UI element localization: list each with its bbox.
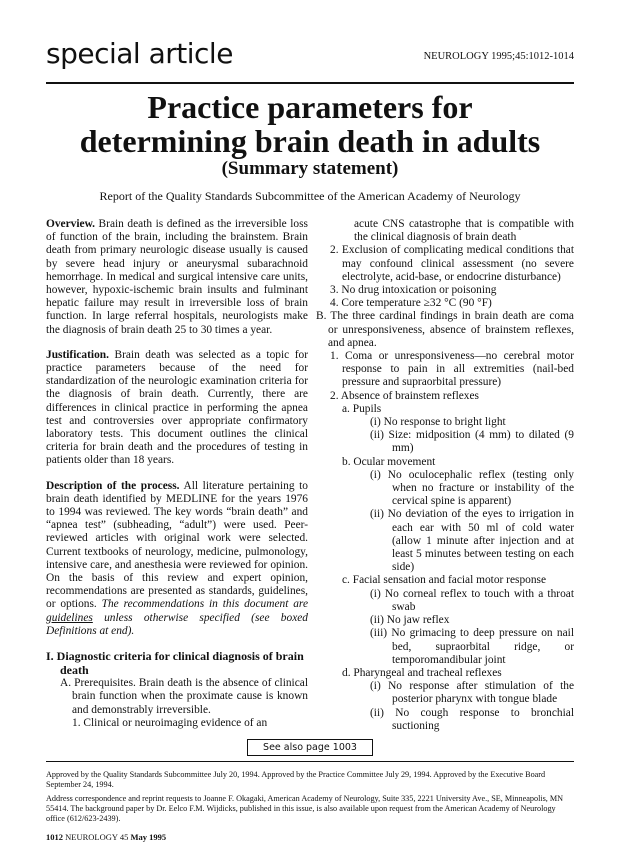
section-1-heading: I. Diagnostic criteria for clinical diagnosis of brain death <box>46 649 304 677</box>
footnote-divider <box>46 761 574 762</box>
page-footer <box>46 832 574 843</box>
justification-text: Brain death was selected as a topic for practice parameters because of the need for standardization of the neurologic examination criteria for the diagnosis of brain death. Currently, there are differences in clinical practice in performing the apnea test and controversies over appropriate confirmatory laboratory tests. This document outlines the clinical criteria for brain death and the procedures of testing in patients older than 18 years. <box>46 348 308 467</box>
page-number: 1012 <box>46 831 63 842</box>
item-b2b: b. Ocular movement <box>342 455 436 468</box>
item-b2d-ii: (ii) No cough response to bronchial suctioning <box>370 706 574 732</box>
item-a3: 3. No drug intoxication or poisoning <box>330 284 497 297</box>
see-also-box[interactable]: See also page 1003 <box>247 739 373 756</box>
section-label: special article <box>46 37 233 70</box>
item-a-prerequisites: A. Prerequisites. Brain death is the absence of clinical brain function when the proximate cause is known and demonstrably irreversible. <box>60 677 308 716</box>
left-column <box>46 218 308 730</box>
item-a4: 4. Core temperature ≥32 °C (90 °F) <box>330 297 492 310</box>
title-line-2: determining brain death in adults <box>79 123 541 159</box>
address-footnote: Address correspondence and reprint requests to Joanne F. Okagaki, American Academy of Neurology, Suite 335, 2221 University Ave., SE, Minneapolis, MN 55414. The background paper by Dr. Eelco F.M. Wijdicks, published in this issue, is also available upon request from the American Academy of Neurology office (612/623-2439). <box>46 793 564 823</box>
approval-footnote: Approved by the Quality Standards Subcommittee July 20, 1994. Approved by the Practice Committee July 29, 1994. Approved by the Executive Board September 24, 1994. <box>46 769 546 789</box>
see-also-row <box>46 739 574 756</box>
overview-text: Brain death is defined as the irreversible loss of function of the brain, including the brainstem. Brain death from primary neurologic disease usually is caused by severe head injury or aneurysmal subarachnoid hemorrhage. In medical and surgical intensive care units, however, hypoxic-ischemic brain insults and fulminant hepatic failure may result in irreversible loss of brain function. In large referral hospitals, neurologists make the diagnosis of brain death 25 to 30 times a year. <box>46 218 308 336</box>
page <box>46 0 574 859</box>
journal-citation: NEUROLOGY 1995;45:1012-1014 <box>423 51 574 62</box>
item-b2b-ii: (ii) No deviation of the eyes to irrigation in each ear with 50 ml of cold water (allow 1 minute after injection and at least 5 minutes between testing on each side) <box>370 508 574 574</box>
right-column <box>316 218 574 733</box>
title-block <box>46 90 574 204</box>
justification-paragraph <box>46 349 308 468</box>
italic-pre: The recommendations in this document are <box>101 598 308 611</box>
article-title <box>46 90 574 158</box>
item-b2d-i: (i) No response after stimulation of the posterior pharynx with tongue blade <box>370 680 574 706</box>
item-b: B. The three cardinal findings in brain death are coma or unresponsiveness, absence of brainstem reflexes, and apnea. <box>316 310 574 349</box>
item-b2d: d. Pharyngeal and tracheal reflexes <box>342 666 502 679</box>
italic-post: unless otherwise specified (see boxed Definitions at end). <box>46 611 308 637</box>
item-b2a-i: (i) No response to bright light <box>370 416 506 429</box>
overview-heading: Overview. <box>46 218 96 230</box>
description-heading: Description of the process. <box>46 479 180 492</box>
body-columns <box>46 218 574 733</box>
guidelines-term: guidelines <box>46 611 93 624</box>
footer-date: May 1995 <box>130 831 167 842</box>
item-b2c-ii: (ii) No jaw reflex <box>370 614 450 627</box>
item-b2a: a. Pupils <box>342 402 382 415</box>
item-a1-start: 1. Clinical or neuroimaging evidence of an <box>72 716 268 729</box>
item-b2b-i: (i) No oculocephalic reflex (testing only when no fracture or instability of the cervical spine is apparent) <box>370 468 574 508</box>
item-b2c: c. Facial sensation and facial motor response <box>342 574 547 587</box>
item-b2c-iii: (iii) No grimacing to deep pressure on nail bed, supraorbital ridge, or temporomandibular joint <box>370 627 574 666</box>
report-byline: Report of the Quality Standards Subcommittee of the American Academy of Neurology <box>99 189 521 203</box>
justification-heading: Justification. <box>46 348 109 361</box>
article-subtitle: (Summary statement) <box>221 158 399 179</box>
description-text: All literature pertaining to brain death identified by MEDLINE for the years 1976 to 1994 was reviewed. The key words “brain death” and “apnea test” (subheading, “adult”) were used. Peer-reviewed articles with original work were selected. Current textbooks of neurology, medicine, pulmonology, intensive care, and anesthesia were reviewed for opinion. On the basis of this review and expert opinion, recommendations are presented as standards, guidelines, or options. <box>46 479 309 611</box>
item-a1-continued: acute CNS catastrophe that is compatible with the clinical diagnosis of brain death <box>354 218 574 244</box>
item-b1: 1. Coma or unresponsiveness—no cerebral motor response to pain in all extremities (nail-bed pressure and supraorbital pressure) <box>330 350 574 389</box>
running-header <box>46 32 574 84</box>
footer-journal: NEUROLOGY 45 <box>65 831 129 842</box>
item-a2: 2. Exclusion of complicating medical conditions that may confound clinical assessment (no severe electrolyte, acid-base, or endocrine disturbance) <box>330 244 574 283</box>
item-b2c-i: (i) No corneal reflex to touch with a throat swab <box>370 587 574 613</box>
description-paragraph <box>46 480 308 638</box>
item-b2: 2. Absence of brainstem reflexes <box>330 389 479 402</box>
overview-paragraph <box>46 218 308 337</box>
item-b2a-ii: (ii) Size: midposition (4 mm) to dilated (9 mm) <box>370 429 574 455</box>
title-line-1: Practice parameters for <box>147 89 473 125</box>
